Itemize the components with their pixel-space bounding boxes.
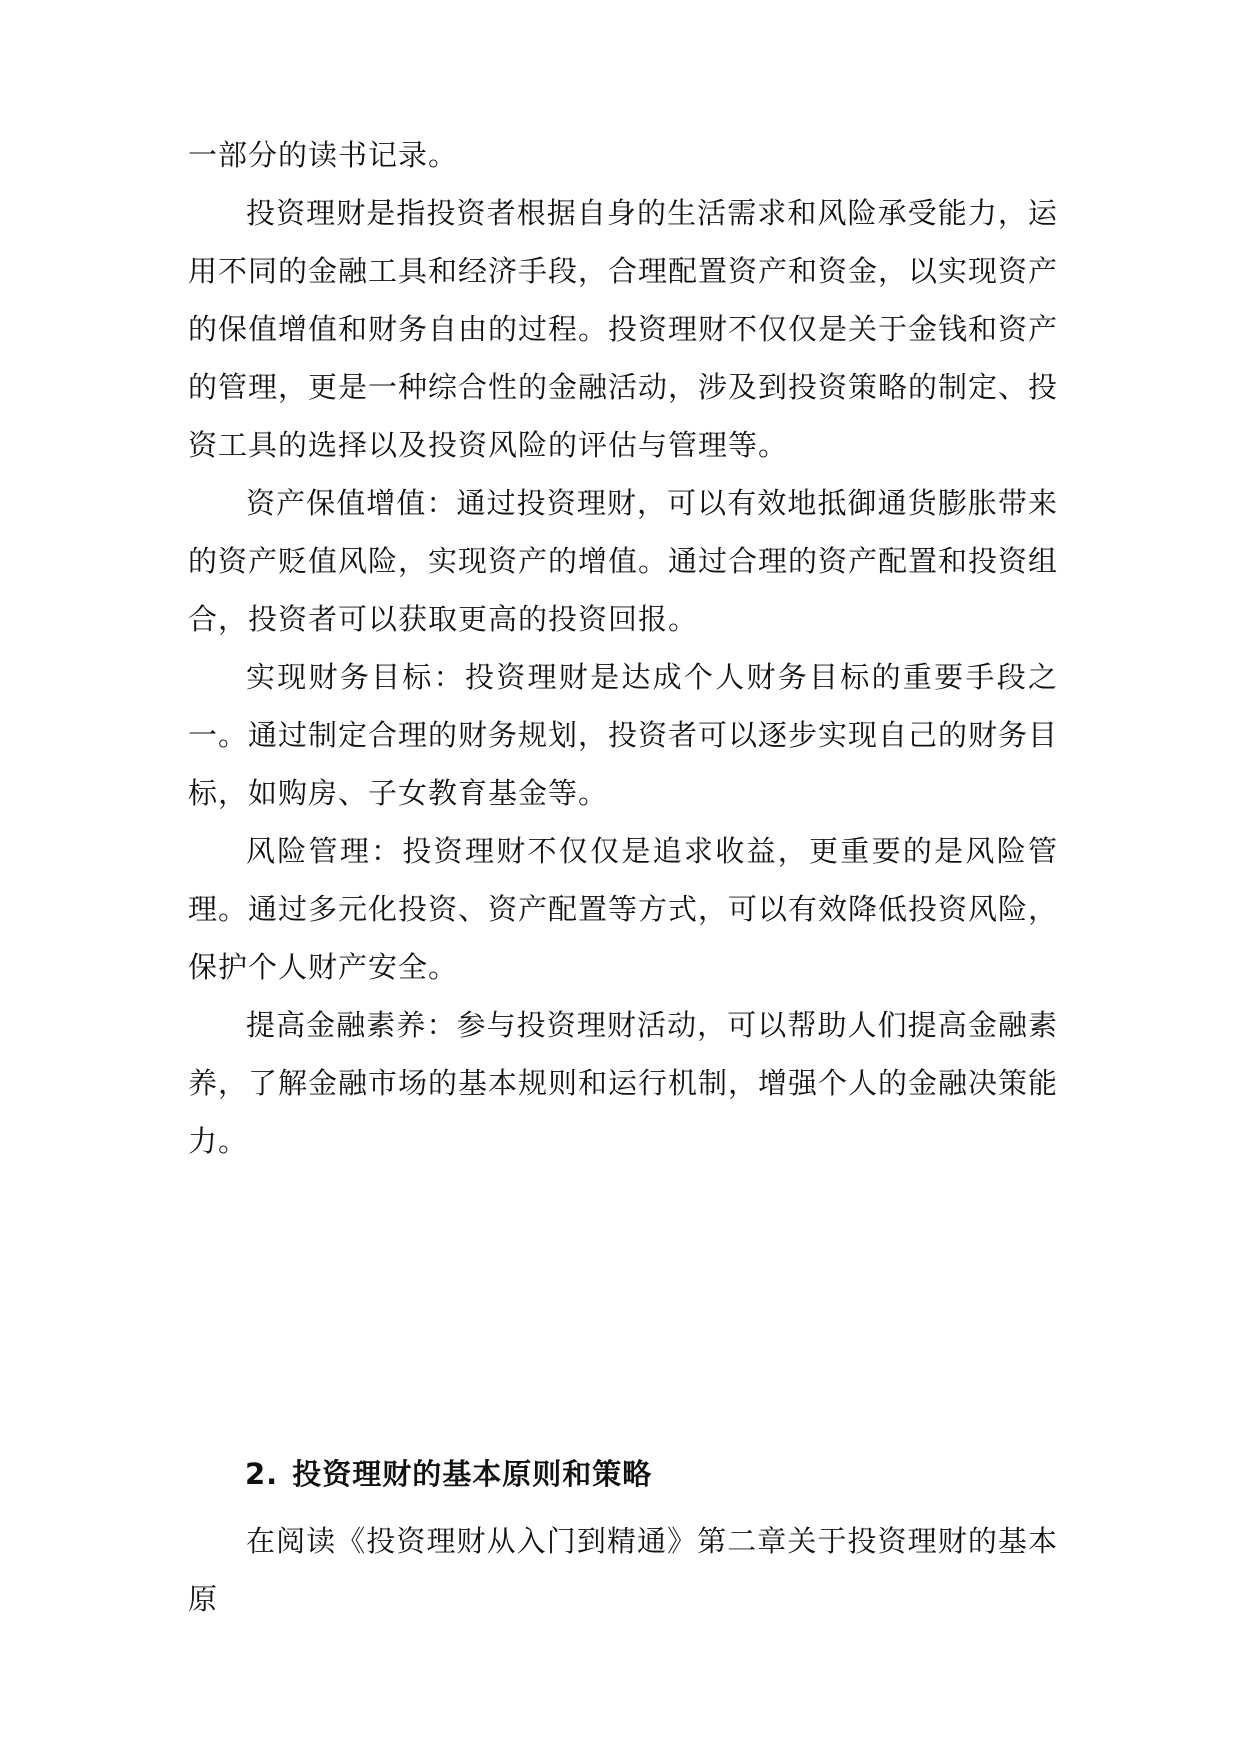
paragraph-continuation: 一部分的读书记录。 [188, 138, 459, 172]
body-text-top [188, 126, 1058, 1170]
paragraph-financial-goals: 实现财务目标：投资理财是达成个人财务目标的重要手段之一。通过制定合理的财务规划，投资者可以逐步实现自己的财务目标，如购房、子女教育基金等。 [188, 660, 1059, 810]
paragraph-asset-growth: 资产保值增值：通过投资理财，可以有效地抵御通货膨胀带来的资产贬值风险，实现资产的增值。通过合理的资产配置和投资组合，投资者可以获取更高的投资回报。 [188, 486, 1059, 636]
section-number: 2. [245, 1457, 279, 1491]
section-heading [245, 1454, 652, 1494]
paragraph-risk-management: 风险管理：投资理财不仅仅是追求收益，更重要的是风险管理。通过多元化投资、资产配置等方式，可以有效降低投资风险，保护个人财产安全。 [188, 834, 1059, 984]
section-title: 投资理财的基本原则和策略 [292, 1457, 653, 1491]
body-text-bottom [188, 1512, 1058, 1628]
paragraph-chapter-intro: 在阅读《投资理财从入门到精通》第二章关于投资理财的基本原 [188, 1524, 1058, 1616]
paragraph-financial-literacy: 提高金融素养：参与投资理财活动，可以帮助人们提高金融素养，了解金融市场的基本规则和运行机制，增强个人的金融决策能力。 [188, 1008, 1059, 1158]
paragraph-definition: 投资理财是指投资者根据自身的生活需求和风险承受能力，运用不同的金融工具和经济手段，合理配置资产和资金，以实现资产的保值增值和财务自由的过程。投资理财不仅仅是关于金钱和资产的管理，更是一种综合性的金融活动，涉及到投资策略的制定、投资工具的选择以及投资风险的评估与管理等。 [188, 196, 1059, 462]
